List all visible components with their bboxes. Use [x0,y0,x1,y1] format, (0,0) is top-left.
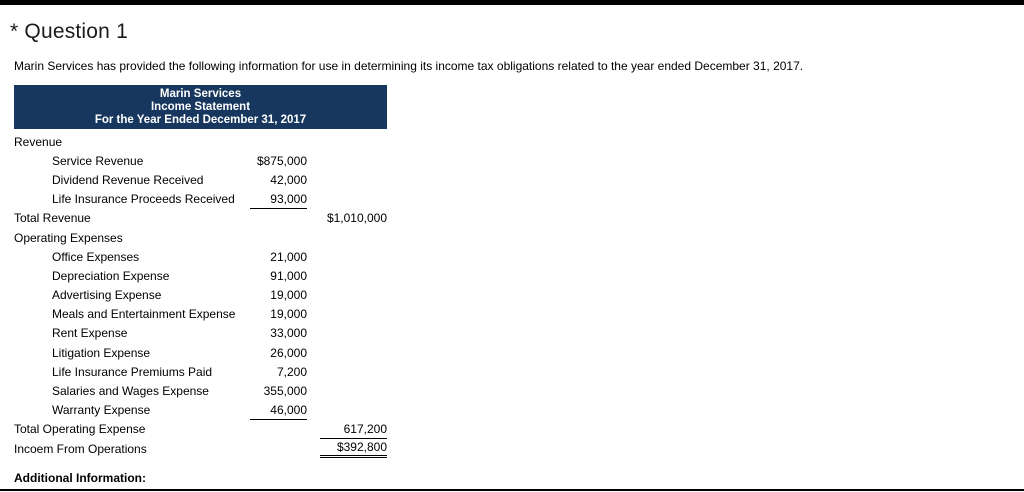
statement-row [14,132,387,151]
statement-row-amount-inner-column: 42,000 [270,172,307,187]
statement-row-amount-outer-column [320,401,387,420]
statement-row-amount-outer-column: 617,200 [320,420,387,439]
statement-row [14,439,387,458]
statement-period: For the Year Ended December 31, 2017 [94,114,307,126]
statement-row [14,151,387,170]
statement-row-amount-outer-column [320,286,387,305]
statement-row-label: Service Revenue [52,153,144,168]
statement-row-amount-outer-column [320,170,387,189]
statement-row-amount-outer-column [320,343,387,362]
statement-row-label: Advertising Expense [52,288,162,303]
statement-row-label: Dividend Revenue Received [52,172,204,187]
question-intro-text: Marin Services has provided the following information for use in determining its income tax obligations related to the year ended December 31, 2017. [14,59,804,73]
statement-company-name: Marin Services [159,88,242,100]
statement-row-amount-inner-column: 19,000 [270,307,307,322]
statement-row-amount-inner-column [250,420,307,439]
statement-row-amount-inner-column: 19,000 [270,288,307,303]
statement-row-label: Warranty Expense [52,403,151,418]
statement-row-label: Total Revenue [14,211,91,226]
statement-row-amount-inner-column [250,132,307,151]
statement-row-amount-inner-column: 91,000 [270,268,307,283]
statement-row-label: Litigation Expense [52,345,151,360]
bottom-divider-bar [0,489,1024,491]
statement-row-amount-inner-column [250,228,307,247]
statement-row [14,228,387,247]
statement-row [14,247,387,266]
statement-header [14,85,387,129]
statement-row-amount-inner-column: 21,000 [270,249,307,264]
statement-row-amount-outer-column: $1,010,000 [326,211,387,226]
statement-row [14,324,387,343]
statement-row [14,190,387,209]
statement-row [14,343,387,362]
statement-row-amount-inner-column [250,439,307,458]
statement-row-amount-outer-column [320,151,387,170]
statement-row-amount-outer-column [320,324,387,343]
statement-row-amount-inner-column: 7,200 [276,364,307,379]
statement-row [14,209,387,228]
statement-row-label: Rent Expense [52,326,128,341]
statement-row-label: Life Insurance Proceeds Received [52,192,235,207]
statement-row-amount-outer-column [320,247,387,266]
statement-row-amount-inner-column [250,209,307,228]
statement-row-amount-inner-column: 46,000 [250,401,307,420]
statement-row-amount-outer-column [320,190,387,209]
statement-row-amount-outer-column [320,228,387,247]
question-title: * Question 1 [10,20,128,43]
statement-row-amount-inner-column: 33,000 [270,326,307,341]
statement-row [14,401,387,420]
statement-row [14,305,387,324]
statement-row-amount-outer-column [320,362,387,381]
statement-row-label: Salaries and Wages Expense [52,384,209,399]
statement-row-label: Life Insurance Premiums Paid [52,364,213,379]
question-page [0,5,1024,485]
statement-row [14,381,387,400]
statement-row-amount-inner-column: $875,000 [256,153,307,168]
statement-row-label: Depreciation Expense [52,268,170,283]
statement-row [14,266,387,285]
statement-row-amount-outer-column [320,381,387,400]
income-statement-table [14,85,387,458]
statement-row-amount-inner-column: 93,000 [250,190,307,209]
statement-row-label: Incoem From Operations [14,441,147,456]
statement-row [14,362,387,381]
statement-row-amount-outer-column [320,132,387,151]
statement-row-amount-inner-column: 26,000 [270,345,307,360]
statement-title: Income Statement [150,101,251,113]
additional-information-label: Additional Information: [14,471,146,486]
statement-row-label: Office Expenses [52,249,140,264]
income-statement-body [14,129,387,458]
statement-row [14,420,387,439]
statement-row-amount-outer-column [320,266,387,285]
statement-row [14,170,387,189]
statement-row-label: Operating Expenses [14,230,123,245]
statement-row [14,286,387,305]
statement-row-amount-outer-column: $392,800 [320,439,387,458]
statement-row-label: Meals and Entertainment Expense [52,307,236,322]
statement-row-label: Total Operating Expense [14,422,146,437]
statement-row-amount-inner-column: 355,000 [263,384,307,399]
statement-row-amount-outer-column [320,305,387,324]
statement-row-label: Revenue [14,134,63,149]
